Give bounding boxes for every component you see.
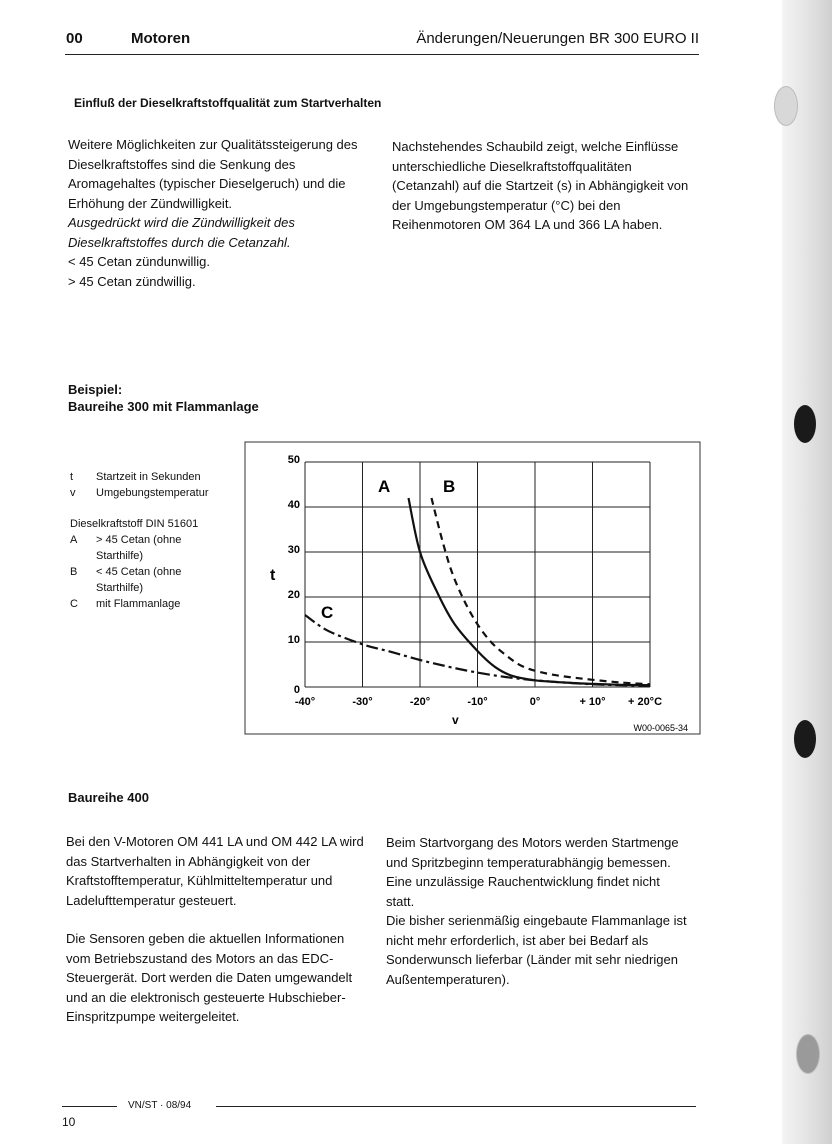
x-tick-label: 0° xyxy=(529,696,541,708)
legend-key: A xyxy=(70,534,78,546)
list-item: > 45 Cetan zündwillig. xyxy=(68,273,196,289)
x-tick-label: + 10° xyxy=(579,696,606,708)
curve-a xyxy=(409,498,651,685)
footer-code: VN/ST · 08/94 xyxy=(128,1100,192,1111)
section-title: Motoren xyxy=(131,30,191,47)
paragraph: Weitere Möglichkeiten zur Qualitätssteigerung des Dieselkraftstoffes sind die Senkung des Aromagehaltes (typischer Dieselgeruch) und die Erhöhung der Zündwilligkeit. xyxy=(68,137,358,211)
section2-right-column xyxy=(386,833,691,989)
legend-text: Startzeit in Sekunden xyxy=(96,471,201,483)
legend-text: < 45 Cetan (ohne Starthilfe) xyxy=(96,566,182,594)
y-tick-label: 40 xyxy=(287,499,300,511)
y-tick-label: 0 xyxy=(293,684,300,696)
curve-label-b: B xyxy=(443,477,456,496)
curve-b xyxy=(432,498,651,684)
x-tick-label: -40° xyxy=(294,696,316,708)
page-number: 10 xyxy=(62,1115,76,1129)
example-subtitle: Baureihe 300 mit Flammanlage xyxy=(68,399,259,414)
paragraph: Die bisher serienmäßig eingebaute Flammanlage ist nicht mehr erforderlich, ist aber bei Bedarf als Sonderwunsch lieferbar (Länder mit sehr niedrigen Außentemperaturen). xyxy=(386,913,687,987)
curve-label-c: C xyxy=(321,603,334,622)
paragraph: Ausgedrückt wird die Zündwilligkeit des Dieselkraftstoffes durch die Cetanzahl. xyxy=(68,215,295,250)
y-tick-label: 20 xyxy=(287,589,300,601)
section2-left-column xyxy=(66,832,366,1027)
legend-key: t xyxy=(70,471,74,483)
x-tick-label: -10° xyxy=(467,696,488,708)
example-label: Beispiel: xyxy=(68,382,123,397)
paragraph: Die Sensoren geben die aktuellen Informationen vom Betriebszustand des Motors an das EDC-Steuergerät. Dort werden die Daten umgewandelt und an die elektronisch gesteuerte Hubschieber-Einspritzpumpe weitergeleitet. xyxy=(66,931,353,1024)
section2-title: Baureihe 400 xyxy=(68,790,149,805)
legend-key: v xyxy=(70,487,76,499)
legend-text: mit Flammanlage xyxy=(96,598,181,610)
y-tick-label: 30 xyxy=(287,544,300,556)
figure-id: W00-0065-34 xyxy=(633,723,688,733)
legend-text: Umgebungstemperatur xyxy=(96,487,209,499)
y-axis-label: t xyxy=(270,567,276,584)
section-number: 00 xyxy=(66,30,83,47)
paragraph: Beim Startvorgang des Motors werden Startmenge und Spritzbeginn temperaturabhängig bemessen. Eine unzulässige Rauchentwicklung findet nicht statt. xyxy=(386,835,679,909)
y-tick-label: 50 xyxy=(287,454,300,466)
x-tick-label: -20° xyxy=(409,696,431,708)
x-tick-label: -30° xyxy=(352,696,373,708)
legend-fuel: Dieselkraftstoff DIN 51601 xyxy=(70,518,199,530)
list-item: < 45 Cetan zündunwillig. xyxy=(68,254,211,269)
footer-rule-left xyxy=(62,1106,117,1107)
x-axis-label: v xyxy=(452,713,459,727)
document-title: Änderungen/Neuerungen BR 300 EURO II xyxy=(416,30,699,47)
chart-frame xyxy=(245,442,700,734)
legend-key: B xyxy=(70,566,78,578)
section-heading: Einfluß der Dieselkraftstoffqualität zum Startverhalten xyxy=(74,96,382,110)
legend-text: > 45 Cetan (ohne Starthilfe) xyxy=(96,534,182,562)
legend-key: C xyxy=(70,598,78,610)
paragraph: Bei den V-Motoren OM 441 LA und OM 442 LA wird das Startverhalten in Abhängigkeit von der Kraftstofftemperatur, Kühlmitteltemperatur und Ladelufttemperatur gesteuert. xyxy=(66,834,364,908)
y-tick-label: 10 xyxy=(287,634,300,646)
x-tick-label: + 20°C xyxy=(627,696,663,708)
curve-label-a: A xyxy=(378,477,391,496)
paragraph: Nachstehendes Schaubild zeigt, welche Einflüsse unterschiedliche Dieselkraftstoffqualitäten (Cetanzahl) auf die Startzeit (s) in Abhängigkeit von der Umgebungstemperatur (°C) bei den Reihenmotoren OM 364 LA und 366 LA haben. xyxy=(392,139,689,232)
footer-rule-right xyxy=(216,1106,696,1107)
